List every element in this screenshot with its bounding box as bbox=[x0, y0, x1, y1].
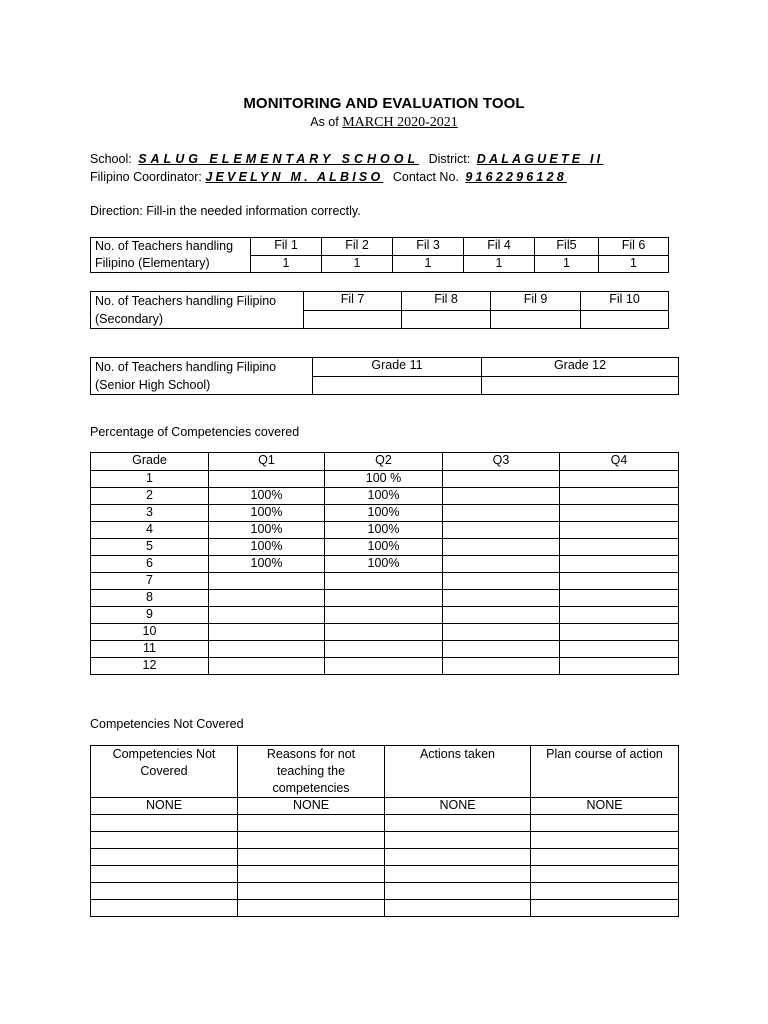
column-header: Q1 bbox=[209, 453, 325, 471]
as-of-line bbox=[0, 115, 768, 131]
secondary-label: No. of Teachers handling Filipino (Secondary) bbox=[91, 292, 304, 329]
percent-cell bbox=[443, 539, 560, 556]
table-cell bbox=[385, 849, 531, 866]
percent-cell bbox=[209, 641, 325, 658]
percent-cell bbox=[560, 471, 679, 488]
table-cell bbox=[238, 832, 385, 849]
percent-cell: 100% bbox=[325, 539, 443, 556]
table-cell: NONE bbox=[531, 798, 679, 815]
percent-cell bbox=[443, 556, 560, 573]
document-title: MONITORING AND EVALUATION TOOL bbox=[243, 95, 525, 112]
percent-cell bbox=[560, 556, 679, 573]
elementary-header: Fil 2 bbox=[322, 238, 393, 256]
percent-cell bbox=[443, 522, 560, 539]
table-row bbox=[91, 539, 679, 556]
grade-cell: 4 bbox=[91, 522, 209, 539]
percent-cell bbox=[209, 658, 325, 675]
elementary-value: 1 bbox=[464, 256, 535, 273]
table-row bbox=[91, 900, 679, 917]
elementary-header: Fil 3 bbox=[393, 238, 464, 256]
percent-cell bbox=[443, 505, 560, 522]
table-cell bbox=[91, 832, 238, 849]
table-cell bbox=[531, 883, 679, 900]
competencies-not-covered-heading: Competencies Not Covered bbox=[90, 717, 244, 731]
table-cell bbox=[385, 883, 531, 900]
senior-high-header: Grade 11 bbox=[313, 358, 482, 377]
secondary-header: Fil 9 bbox=[491, 292, 581, 311]
table-row bbox=[91, 641, 679, 658]
percent-cell: 100 % bbox=[325, 471, 443, 488]
percent-cell bbox=[560, 641, 679, 658]
percent-cell bbox=[325, 607, 443, 624]
school-label: School: bbox=[90, 152, 132, 166]
table-cell bbox=[531, 866, 679, 883]
percent-cell bbox=[325, 641, 443, 658]
table-row bbox=[91, 624, 679, 641]
column-header: Q2 bbox=[325, 453, 443, 471]
percent-cell bbox=[560, 488, 679, 505]
table-cell bbox=[385, 815, 531, 832]
table-row bbox=[91, 883, 679, 900]
senior-high-label: No. of Teachers handling Filipino (Senior High School) bbox=[91, 358, 313, 395]
table-cell bbox=[238, 815, 385, 832]
table-row bbox=[91, 658, 679, 675]
table-row bbox=[91, 590, 679, 607]
column-header: Reasons for not teaching the competencies bbox=[238, 746, 385, 798]
elementary-value: 1 bbox=[599, 256, 669, 273]
elementary-teachers-table bbox=[90, 237, 669, 273]
competencies-covered-table bbox=[90, 452, 679, 675]
district-value: DALAGUETE II bbox=[476, 152, 604, 166]
table-cell: NONE bbox=[238, 798, 385, 815]
percent-cell: 100% bbox=[209, 488, 325, 505]
table-row bbox=[91, 607, 679, 624]
percent-cell bbox=[209, 624, 325, 641]
elementary-value: 1 bbox=[251, 256, 322, 273]
grade-cell: 3 bbox=[91, 505, 209, 522]
percent-cell bbox=[325, 590, 443, 607]
table-row bbox=[91, 522, 679, 539]
as-of-date: MARCH 2020-2021 bbox=[342, 115, 458, 130]
column-header: Grade bbox=[91, 453, 209, 471]
grade-cell: 6 bbox=[91, 556, 209, 573]
percent-cell: 100% bbox=[325, 505, 443, 522]
percent-cell bbox=[209, 573, 325, 590]
percent-cell: 100% bbox=[209, 522, 325, 539]
senior-high-value bbox=[313, 377, 482, 395]
secondary-header: Fil 8 bbox=[402, 292, 491, 311]
secondary-header: Fil 7 bbox=[304, 292, 402, 311]
table-cell bbox=[238, 866, 385, 883]
grade-cell: 12 bbox=[91, 658, 209, 675]
senior-high-teachers-table bbox=[90, 357, 679, 395]
percent-cell bbox=[209, 471, 325, 488]
as-of-label: As of bbox=[310, 115, 339, 129]
percent-cell bbox=[560, 522, 679, 539]
column-header: Q4 bbox=[560, 453, 679, 471]
table-row bbox=[91, 488, 679, 505]
percent-cell bbox=[443, 573, 560, 590]
table-row bbox=[91, 573, 679, 590]
table-row bbox=[91, 798, 679, 815]
table-row bbox=[91, 556, 679, 573]
grade-cell: 1 bbox=[91, 471, 209, 488]
table-cell bbox=[238, 849, 385, 866]
percent-cell bbox=[443, 624, 560, 641]
grade-cell: 9 bbox=[91, 607, 209, 624]
table-cell: NONE bbox=[385, 798, 531, 815]
percent-cell bbox=[443, 488, 560, 505]
elementary-header: Fil 4 bbox=[464, 238, 535, 256]
percent-cell bbox=[443, 658, 560, 675]
table-row bbox=[91, 866, 679, 883]
column-header: Competencies Not Covered bbox=[91, 746, 238, 798]
secondary-value bbox=[491, 311, 581, 329]
coordinator-value: JEVELYN M. ALBISO bbox=[205, 170, 384, 184]
secondary-value bbox=[304, 311, 402, 329]
percent-cell bbox=[560, 624, 679, 641]
percent-cell: 100% bbox=[209, 556, 325, 573]
percent-cell bbox=[560, 590, 679, 607]
elementary-value: 1 bbox=[535, 256, 599, 273]
percent-cell bbox=[560, 658, 679, 675]
elementary-value: 1 bbox=[393, 256, 464, 273]
table-cell bbox=[238, 900, 385, 917]
percent-cell: 100% bbox=[325, 522, 443, 539]
grade-cell: 11 bbox=[91, 641, 209, 658]
table-row bbox=[91, 832, 679, 849]
secondary-header: Fil 10 bbox=[581, 292, 669, 311]
senior-high-header: Grade 12 bbox=[482, 358, 679, 377]
table-cell bbox=[385, 832, 531, 849]
coordinator-line bbox=[90, 170, 567, 184]
percent-cell bbox=[209, 590, 325, 607]
table-row bbox=[91, 849, 679, 866]
grade-cell: 7 bbox=[91, 573, 209, 590]
contact-value: 9162296128 bbox=[465, 170, 567, 184]
elementary-header: Fil 1 bbox=[251, 238, 322, 256]
direction-text: Direction: Fill-in the needed information correctly. bbox=[90, 204, 361, 218]
table-row bbox=[91, 505, 679, 522]
senior-high-value bbox=[482, 377, 679, 395]
grade-cell: 8 bbox=[91, 590, 209, 607]
grade-cell: 10 bbox=[91, 624, 209, 641]
secondary-teachers-table bbox=[90, 291, 669, 329]
secondary-value bbox=[581, 311, 669, 329]
table-cell bbox=[531, 815, 679, 832]
grade-cell: 5 bbox=[91, 539, 209, 556]
secondary-value bbox=[402, 311, 491, 329]
competencies-not-covered-table bbox=[90, 745, 679, 917]
percent-cell: 100% bbox=[209, 539, 325, 556]
column-header: Actions taken bbox=[385, 746, 531, 798]
table-cell bbox=[91, 849, 238, 866]
coordinator-label: Filipino Coordinator: bbox=[90, 170, 202, 184]
table-cell bbox=[385, 866, 531, 883]
elementary-header: Fil 6 bbox=[599, 238, 669, 256]
table-row bbox=[91, 815, 679, 832]
table-cell bbox=[91, 815, 238, 832]
percent-cell bbox=[325, 624, 443, 641]
percent-cell bbox=[209, 607, 325, 624]
elementary-value: 1 bbox=[322, 256, 393, 273]
contact-label: Contact No. bbox=[392, 170, 459, 184]
percent-cell bbox=[560, 573, 679, 590]
school-value: SALUG ELEMENTARY SCHOOL bbox=[138, 152, 420, 166]
percent-cell bbox=[443, 471, 560, 488]
elementary-label: No. of Teachers handling Filipino (Elementary) bbox=[91, 238, 251, 273]
district-label: District: bbox=[428, 152, 471, 166]
percent-cell bbox=[560, 607, 679, 624]
percent-cell bbox=[325, 573, 443, 590]
percent-cell bbox=[443, 641, 560, 658]
percent-cell bbox=[560, 505, 679, 522]
table-cell bbox=[91, 900, 238, 917]
percent-cell bbox=[443, 607, 560, 624]
competencies-covered-heading: Percentage of Competencies covered bbox=[90, 425, 300, 439]
school-line bbox=[90, 152, 603, 166]
table-cell bbox=[531, 849, 679, 866]
table-row bbox=[91, 471, 679, 488]
grade-cell: 2 bbox=[91, 488, 209, 505]
table-cell: NONE bbox=[91, 798, 238, 815]
percent-cell bbox=[560, 539, 679, 556]
table-cell bbox=[385, 900, 531, 917]
table-cell bbox=[91, 883, 238, 900]
table-cell bbox=[531, 900, 679, 917]
table-cell bbox=[238, 883, 385, 900]
table-cell bbox=[91, 866, 238, 883]
percent-cell: 100% bbox=[325, 488, 443, 505]
percent-cell: 100% bbox=[325, 556, 443, 573]
table-cell bbox=[531, 832, 679, 849]
column-header: Plan course of action bbox=[531, 746, 679, 798]
percent-cell bbox=[443, 590, 560, 607]
percent-cell bbox=[325, 658, 443, 675]
elementary-header: Fil5 bbox=[535, 238, 599, 256]
percent-cell: 100% bbox=[209, 505, 325, 522]
column-header: Q3 bbox=[443, 453, 560, 471]
